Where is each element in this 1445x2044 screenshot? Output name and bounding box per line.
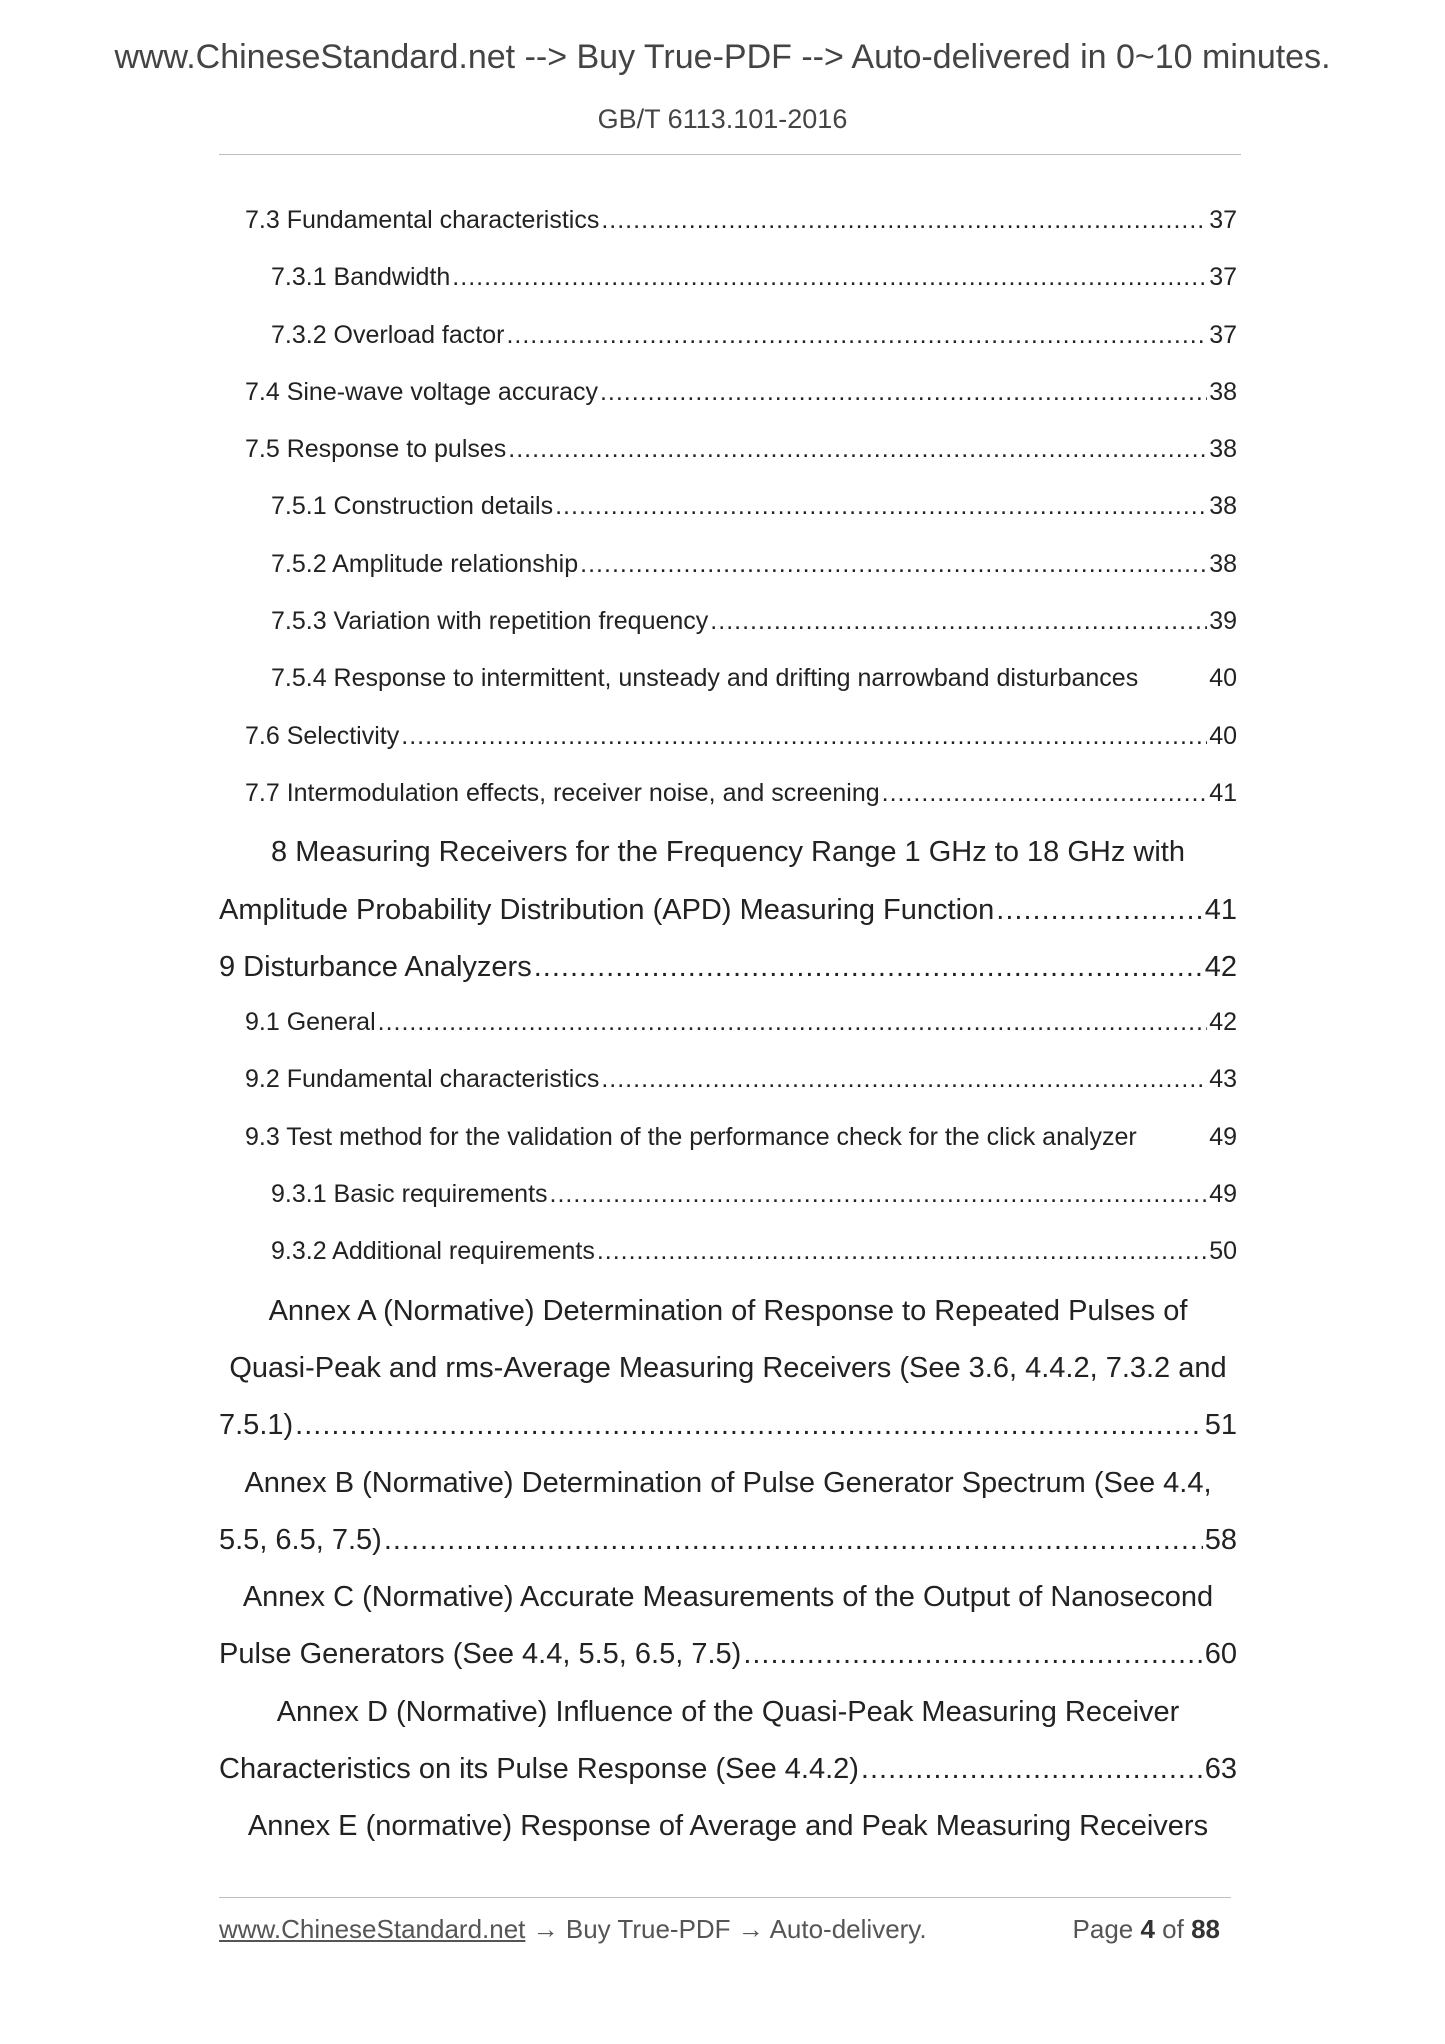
toc-entry[interactable] [219, 263, 1237, 320]
toc-entry-label: 7.6 Selectivity [245, 721, 400, 750]
dot-leader [996, 894, 1202, 927]
dot-leader [452, 263, 1207, 292]
toc-entry[interactable] [219, 1524, 1237, 1581]
toc-page-number: 49 [1209, 1122, 1237, 1151]
toc-entry[interactable] [219, 492, 1237, 549]
toc-page-number: 63 [1204, 1753, 1237, 1786]
dot-leader [534, 951, 1203, 984]
dot-leader [295, 1409, 1203, 1442]
dot-leader [710, 607, 1207, 636]
dot-leader [601, 206, 1207, 235]
toc-page-number: 41 [1209, 778, 1237, 807]
toc-entry[interactable] [219, 1180, 1237, 1237]
toc-entry-label: 9.3.1 Basic requirements [271, 1180, 548, 1209]
toc-entry-title-line[interactable]: Annex A (Normative) Determination of Response to Repeated Pulses of [268, 1294, 1188, 1327]
toc-entry[interactable] [219, 664, 1237, 721]
toc-entry[interactable] [219, 435, 1237, 492]
toc-page-number: 50 [1209, 1237, 1237, 1266]
toc-page-number: 37 [1209, 320, 1237, 349]
toc-entry-title-line[interactable]: Annex E (normative) Response of Average and Peak Measuring Receivers [247, 1810, 1209, 1843]
dot-leader [600, 378, 1207, 407]
toc-entry-title-line[interactable]: Quasi-Peak and rms-Average Measuring Receivers (See 3.6, 4.4.2, 7.3.2 and [229, 1351, 1227, 1384]
toc-entry-title-line[interactable]: 8 Measuring Receivers for the Frequency Range 1 GHz to 18 GHz with [271, 836, 1185, 869]
page-number: 4 [1140, 1914, 1155, 1944]
toc-entry-label: 9.3 Test method for the validation of the performance check for the click analyzer [245, 1122, 1137, 1151]
dot-leader [861, 1753, 1203, 1786]
toc-entry-label: 9 Disturbance Analyzers [219, 950, 532, 983]
toc-entry-title-line[interactable]: Annex B (Normative) Determination of Pulse Generator Spectrum (See 4.4, [244, 1466, 1212, 1499]
dot-leader [508, 435, 1207, 464]
toc-entry-title-line[interactable]: Annex D (Normative) Influence of the Quasi-Peak Measuring Receiver [276, 1695, 1180, 1728]
toc-entry[interactable] [219, 378, 1237, 435]
toc-page-number: 37 [1209, 263, 1237, 292]
dot-leader [580, 550, 1207, 579]
toc-entry-label: 7.5.3 Variation with repetition frequency [271, 607, 709, 636]
toc-page-number: 37 [1209, 206, 1237, 234]
toc-entry-label: 9.3.2 Additional requirements [271, 1237, 595, 1266]
toc-entry[interactable] [219, 1123, 1237, 1180]
footer-tagline: → Buy True-PDF → Auto-delivery. [525, 1914, 927, 1944]
dot-leader [555, 492, 1207, 521]
toc-entry[interactable] [219, 1409, 1237, 1466]
toc-entry[interactable] [219, 722, 1237, 779]
dot-leader [550, 1180, 1208, 1209]
page-word: Page [1072, 1914, 1141, 1944]
toc-page-number: 38 [1209, 377, 1237, 406]
of-word: of [1154, 1914, 1192, 1944]
toc-page-number: 40 [1209, 664, 1237, 693]
dot-leader [401, 722, 1207, 751]
toc-entry-label: 9.1 General [245, 1008, 376, 1037]
toc-entry-label: 5.5, 6.5, 7.5) [219, 1523, 382, 1556]
document-id: GB/T 6113.101-2016 [597, 104, 848, 134]
toc-page-number: 40 [1209, 721, 1237, 750]
toc-entry-label: 7.5.2 Amplitude relationship [271, 549, 579, 578]
toc-entry[interactable] [219, 1008, 1237, 1065]
toc-entry-label: 7.5.4 Response to intermittent, unsteady and drifting narrowband disturbances [271, 664, 1139, 693]
toc-page-number: 51 [1204, 1409, 1237, 1442]
toc-entry-label: 7.5.1) [219, 1409, 294, 1442]
dot-leader [378, 1008, 1208, 1037]
footer-left [219, 1914, 927, 1945]
header-divider [219, 154, 1241, 155]
toc-entry-label: 7.5.1 Construction details [271, 492, 554, 521]
toc-entry[interactable] [219, 607, 1237, 664]
toc-entry-label: 9.2 Fundamental characteristics [245, 1065, 600, 1094]
dot-leader [882, 779, 1208, 808]
toc-entry[interactable] [219, 206, 1237, 263]
toc-page-number: 42 [1204, 950, 1237, 983]
toc-entry-label: 7.3.2 Overload factor [271, 320, 505, 349]
toc-entry[interactable] [219, 1065, 1237, 1122]
toc-page-number: 38 [1209, 435, 1237, 464]
toc-entry[interactable] [219, 1753, 1237, 1810]
toc-entry-label: Pulse Generators (See 4.4, 5.5, 6.5, 7.5) [219, 1638, 742, 1671]
dot-leader [506, 321, 1207, 350]
toc-entry[interactable] [219, 1638, 1237, 1695]
table-of-contents [219, 206, 1237, 1868]
toc-entry-label: 7.7 Intermodulation effects, receiver noise, and screening [245, 778, 880, 807]
toc-entry[interactable] [219, 1237, 1237, 1294]
footer-divider [219, 1897, 1231, 1898]
toc-page-number: 41 [1204, 893, 1237, 926]
toc-page-number: 42 [1209, 1008, 1237, 1037]
toc-page-number: 58 [1204, 1523, 1237, 1556]
toc-entry-label: 7.5 Response to pulses [245, 435, 507, 464]
toc-page-number: 38 [1209, 492, 1237, 521]
toc-entry-label: 7.3 Fundamental characteristics [245, 206, 600, 234]
toc-page-number: 49 [1209, 1180, 1237, 1209]
dot-leader [601, 1065, 1207, 1094]
toc-entry-title-line[interactable]: Annex C (Normative) Accurate Measurements of the Output of Nanosecond [242, 1581, 1214, 1614]
toc-entry-label: Characteristics on its Pulse Response (See 4.4.2) [219, 1753, 859, 1786]
dot-leader [384, 1524, 1203, 1557]
toc-entry[interactable] [219, 894, 1237, 951]
toc-entry[interactable] [219, 779, 1237, 836]
total-pages: 88 [1191, 1914, 1220, 1944]
toc-entry-label: 7.4 Sine-wave voltage accuracy [245, 377, 598, 406]
top-banner: www.ChineseStandard.net --> Buy True-PDF --> Auto-delivered in 0~10 minutes. [114, 38, 1331, 76]
dot-leader [597, 1237, 1207, 1266]
toc-page-number: 60 [1204, 1638, 1237, 1671]
footer-site-link[interactable]: www.ChineseStandard.net [219, 1914, 526, 1944]
toc-page-number: 39 [1209, 607, 1237, 636]
footer-page-counter [1073, 1914, 1220, 1945]
toc-entry[interactable] [219, 550, 1237, 607]
dot-leader [743, 1638, 1202, 1671]
toc-page-number: 43 [1209, 1065, 1237, 1094]
toc-entry-label: Amplitude Probability Distribution (APD) Measuring Function [219, 893, 995, 926]
toc-entry[interactable] [219, 951, 1237, 1008]
toc-entry[interactable] [219, 321, 1237, 378]
toc-page-number: 38 [1209, 549, 1237, 578]
toc-entry-label: 7.3.1 Bandwidth [271, 263, 451, 292]
